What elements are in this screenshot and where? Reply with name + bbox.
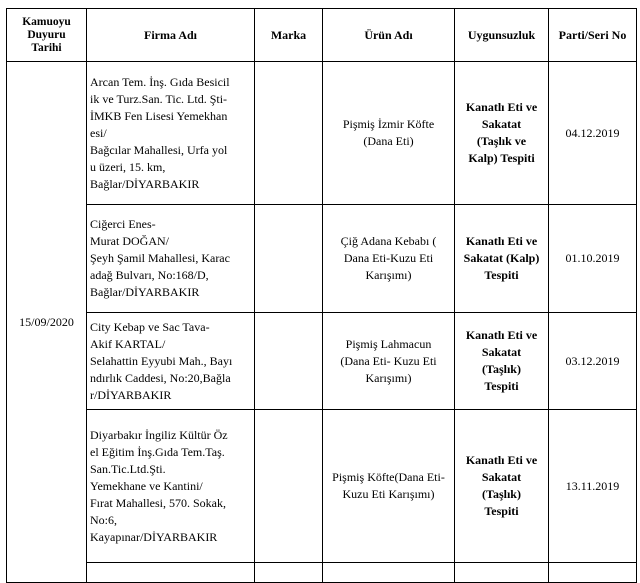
uygunsuzluk-cell: Kanatlı Eti ve Sakatat (Kalp) Tespiti: [455, 205, 549, 313]
marka-cell: [255, 410, 323, 563]
table-row: [7, 313, 637, 410]
header-row: [7, 9, 637, 62]
header-firma-adi: Firma Adı: [87, 9, 255, 62]
parti-cell: 03.12.2019: [549, 313, 637, 410]
marka-cell: [255, 563, 323, 583]
parti-cell: 04.12.2019: [549, 62, 637, 205]
header-urun-adi: Ürün Adı: [323, 9, 455, 62]
recall-table: [6, 8, 637, 583]
firma-cell: City Kebap ve Sac Tava- Akif KARTAL/ Selahattin Eyyubi Mah., Bayı ndırlık Caddesi, No:20,Bağla r/DİYARBAKIR: [87, 313, 255, 410]
header-marka: Marka: [255, 9, 323, 62]
marka-cell: [255, 313, 323, 410]
urun-cell: [323, 563, 455, 583]
urun-cell: Çiğ Adana Kebabı ( Dana Eti-Kuzu Eti Karışımı): [323, 205, 455, 313]
marka-cell: [255, 62, 323, 205]
parti-cell: 01.10.2019: [549, 205, 637, 313]
header-uygunsuzluk: Uygunsuzluk: [455, 9, 549, 62]
header-parti-seri-no: Parti/Seri No: [549, 9, 637, 62]
header-duyuru-tarihi: Kamuoyu Duyuru Tarihi: [7, 9, 87, 62]
urun-cell: Pişmiş Lahmacun (Dana Eti- Kuzu Eti Karışımı): [323, 313, 455, 410]
firma-cell: [87, 563, 255, 583]
firma-cell: Ciğerci Enes- Murat DOĞAN/ Şeyh Şamil Mahallesi, Karac adağ Bulvarı, No:168/D, Bağlar/DİYARBAKIR: [87, 205, 255, 313]
duyuru-tarihi-cell: 15/09/2020: [7, 62, 87, 583]
uygunsuzluk-cell: Kanatlı Eti ve Sakatat (Taşlık) Tespiti: [455, 313, 549, 410]
table-row: [7, 62, 637, 205]
urun-cell: Pişmiş Köfte(Dana Eti- Kuzu Eti Karışımı): [323, 410, 455, 563]
parti-cell: 13.11.2019: [549, 410, 637, 563]
table-row: [7, 410, 637, 563]
table-row: [7, 205, 637, 313]
table-row: [7, 563, 637, 583]
urun-cell: Pişmiş İzmir Köfte (Dana Eti): [323, 62, 455, 205]
firma-cell: Diyarbakır İngiliz Kültür Öz el Eğitim İnş.Gıda Tem.Taş. San.Tic.Ltd.Şti. Yemekhane ve Kantini/ Fırat Mahallesi, 570. Sokak, No:6, Kayapınar/DİYARBAKIR: [87, 410, 255, 563]
firma-cell: Arcan Tem. İnş. Gıda Besicil ik ve Turz.San. Tic. Ltd. Şti- İMKB Fen Lisesi Yemekhan esi/ Bağcılar Mahallesi, Urfa yol u üzeri, 15. km, Bağlar/DİYARBAKIR: [87, 62, 255, 205]
uygunsuzluk-cell: [455, 563, 549, 583]
uygunsuzluk-cell: Kanatlı Eti ve Sakatat (Taşlık) Tespiti: [455, 410, 549, 563]
parti-cell: [549, 563, 637, 583]
uygunsuzluk-cell: Kanatlı Eti ve Sakatat (Taşlık ve Kalp) Tespiti: [455, 62, 549, 205]
marka-cell: [255, 205, 323, 313]
